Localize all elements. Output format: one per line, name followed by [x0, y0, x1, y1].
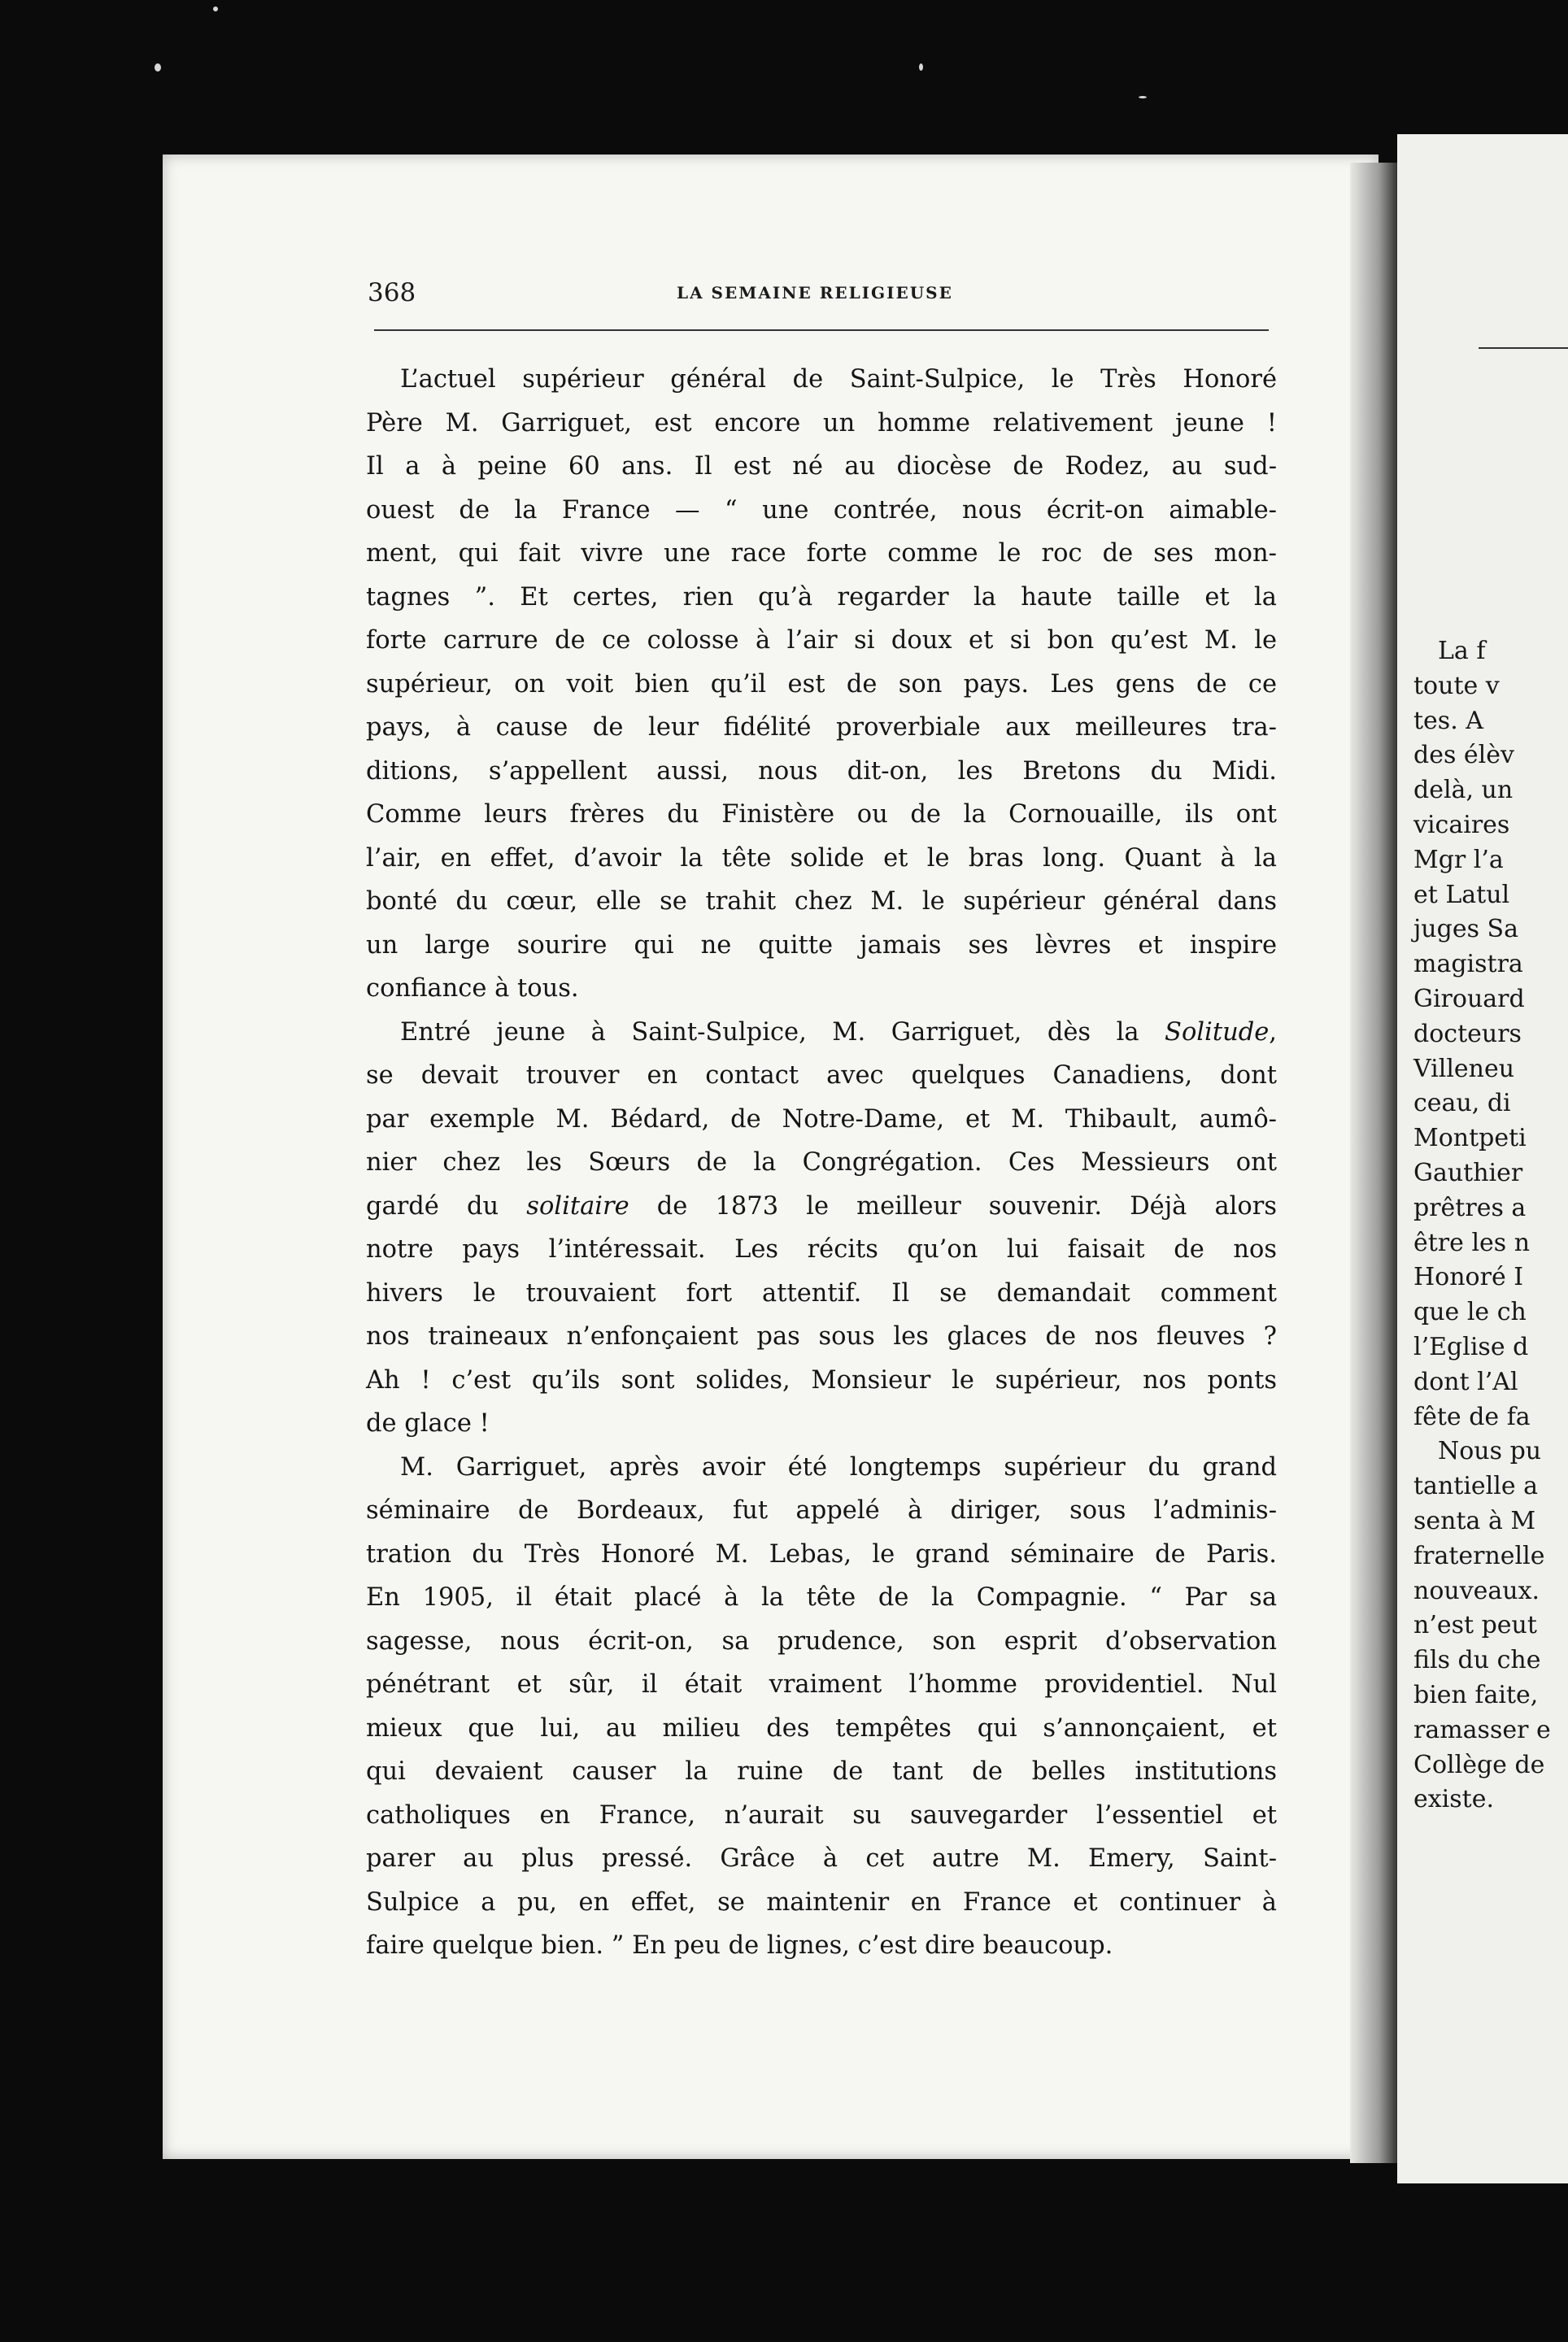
text-line: tagnes ”. Et certes, rien qu’à regarder la haute taille et la — [366, 582, 1277, 612]
film-speck — [213, 7, 218, 11]
right-page-line: delà, un — [1413, 776, 1514, 805]
text-line: Entré jeune à Saint-Sulpice, M. Garriguet, dès la Solitude, — [400, 1017, 1277, 1047]
text-line: ditions, s’appellent aussi, nous dit-on, les Bretons du Midi. — [366, 756, 1277, 786]
text-line: L’actuel supérieur général de Saint-Sulpice, le Très Honoré — [400, 365, 1277, 394]
text-line: pénétrant et sûr, il était vraiment l’homme providentiel. Nul — [366, 1670, 1277, 1699]
text-line: parer au plus pressé. Grâce à cet autre M. Emery, Saint- — [366, 1844, 1277, 1873]
right-page-line: toute v — [1413, 671, 1500, 700]
text-line: bonté du cœur, elle se trahit chez M. le supérieur général dans — [366, 887, 1277, 916]
right-page-line: et Latul — [1413, 880, 1510, 909]
right-page-line: magistra — [1413, 950, 1523, 979]
text-line: l’air, en effet, d’avoir la tête solide et le bras long. Quant à la — [366, 843, 1277, 873]
text-line: gardé du solitaire de 1873 le meilleur souvenir. Déjà alors — [366, 1191, 1278, 1221]
right-page-line: fraternelle — [1413, 1541, 1545, 1570]
body-text — [366, 358, 1277, 1968]
paragraph — [366, 358, 1277, 1011]
right-page-line: juges Sa — [1413, 915, 1518, 944]
right-page-line: docteurs — [1413, 1019, 1522, 1048]
right-page-line: des élèv — [1413, 741, 1514, 770]
paragraph — [366, 1446, 1277, 1968]
right-page-line: Girouard — [1413, 984, 1525, 1013]
text-line: sagesse, nous écrit-on, sa prudence, son esprit d’observation — [366, 1626, 1277, 1656]
right-page-line: fils du che — [1413, 1646, 1541, 1675]
text-line: confiance à tous. — [366, 974, 579, 1003]
text-line: Ah ! c’est qu’ils sont solides, Monsieur le supérieur, nos ponts — [366, 1365, 1277, 1395]
right-page-line: que le ch — [1413, 1298, 1527, 1327]
text-line: nier chez les Sœurs de la Congrégation. Ces Messieurs ont — [366, 1148, 1277, 1177]
right-page-line: existe. — [1413, 1785, 1495, 1814]
film-speck — [1139, 96, 1147, 98]
text-line: En 1905, il était placé à la tête de la Compagnie. “ Par sa — [366, 1583, 1277, 1612]
text-line: Sulpice a pu, en effet, se maintenir en France et continuer à — [366, 1887, 1277, 1917]
text-line: hivers le trouvaient fort attentif. Il se demandait comment — [366, 1278, 1277, 1308]
right-page-line: n’est peut — [1413, 1611, 1537, 1640]
running-head — [368, 278, 1270, 311]
text-line: mieux que lui, au milieu des tempêtes qui s’annonçaient, et — [366, 1713, 1277, 1743]
running-title: LA SEMAINE RELIGIEUSE — [677, 283, 953, 303]
text-line: se devait trouver en contact avec quelques Canadiens, dont — [366, 1061, 1277, 1090]
text-line: nos traineaux n’enfonçaient pas sous les glaces de nos fleuves ? — [366, 1322, 1277, 1351]
text-line: ment, qui fait vivre une race forte comme le roc de ses mon- — [366, 539, 1277, 568]
right-page-text — [1413, 634, 1568, 1817]
text-line: Il a à peine 60 ans. Il est né au diocèse de Rodez, au sud- — [366, 452, 1277, 481]
text-line: M. Garriguet, après avoir été longtemps supérieur du grand — [400, 1452, 1277, 1482]
text-line: Père M. Garriguet, est encore un homme relativement jeune ! — [366, 408, 1277, 437]
text-line: notre pays l’intéressait. Les récits qu’on lui faisait de nos — [366, 1235, 1277, 1264]
text-line: forte carrure de ce colosse à l’air si doux et si bon qu’est M. le — [366, 626, 1277, 655]
right-page-line: l’Eglise d — [1413, 1332, 1529, 1361]
right-page-line: Collège de — [1413, 1750, 1545, 1779]
page-number: 368 — [368, 278, 416, 307]
right-page-line: tantielle a — [1413, 1472, 1539, 1501]
right-page-line: fête de fa — [1413, 1402, 1531, 1431]
right-page-line: La f — [1438, 637, 1486, 665]
text-line: qui devaient causer la ruine de tant de belles institutions — [366, 1757, 1277, 1786]
right-page-line: ramasser e — [1413, 1715, 1551, 1744]
right-page — [1397, 134, 1568, 2183]
right-page-line: Mgr l’a — [1413, 845, 1504, 874]
text-line: séminaire de Bordeaux, fut appelé à diriger, sous l’adminis- — [366, 1496, 1277, 1525]
right-page-line: être les n — [1413, 1228, 1531, 1257]
text-line: catholiques en France, n’aurait su sauvegarder l’essentiel et — [366, 1800, 1277, 1830]
text-line: faire quelque bien. ” En peu de lignes, c’est dire beaucoup. — [366, 1931, 1113, 1960]
right-page-line: Honoré I — [1413, 1263, 1524, 1292]
paragraph — [366, 1011, 1277, 1446]
film-speck — [155, 63, 161, 72]
page-gutter — [1350, 163, 1399, 2163]
text-line: pays, à cause de leur fidélité proverbiale aux meilleures tra- — [366, 713, 1277, 742]
right-page-rule — [1479, 347, 1568, 349]
right-page-line: vicaires — [1413, 810, 1510, 839]
right-page-line: nouveaux. — [1413, 1576, 1540, 1605]
text-line: ouest de la France — “ une contrée, nous écrit-on aimable- — [366, 495, 1277, 525]
header-rule — [374, 329, 1269, 331]
text-line: tration du Très Honoré M. Lebas, le grand séminaire de Paris. — [366, 1539, 1277, 1569]
text-line: un large sourire qui ne quitte jamais ses lèvres et inspire — [366, 930, 1277, 960]
right-page-line: senta à M — [1413, 1506, 1536, 1535]
right-page-line: dont l’Al — [1413, 1367, 1518, 1396]
right-page-line: Gauthier — [1413, 1158, 1523, 1187]
right-page-line: Nous pu — [1438, 1437, 1542, 1466]
right-page-line: Montpeti — [1413, 1124, 1527, 1153]
text-line: par exemple M. Bédard, de Notre-Dame, et M. Thibault, aumô- — [366, 1104, 1277, 1134]
film-speck — [919, 63, 923, 71]
text-line: supérieur, on voit bien qu’il est de son pays. Les gens de ce — [366, 669, 1277, 699]
right-page-line: ceau, di — [1413, 1089, 1511, 1118]
right-page-line: tes. A — [1413, 706, 1483, 735]
text-line: Comme leurs frères du Finistère ou de la Cornouaille, ils ont — [366, 800, 1277, 829]
right-page-line: bien faite, — [1413, 1680, 1539, 1709]
right-page-line: Villeneu — [1413, 1054, 1515, 1083]
right-page-line: prêtres a — [1413, 1193, 1527, 1222]
text-line: de glace ! — [366, 1409, 490, 1438]
